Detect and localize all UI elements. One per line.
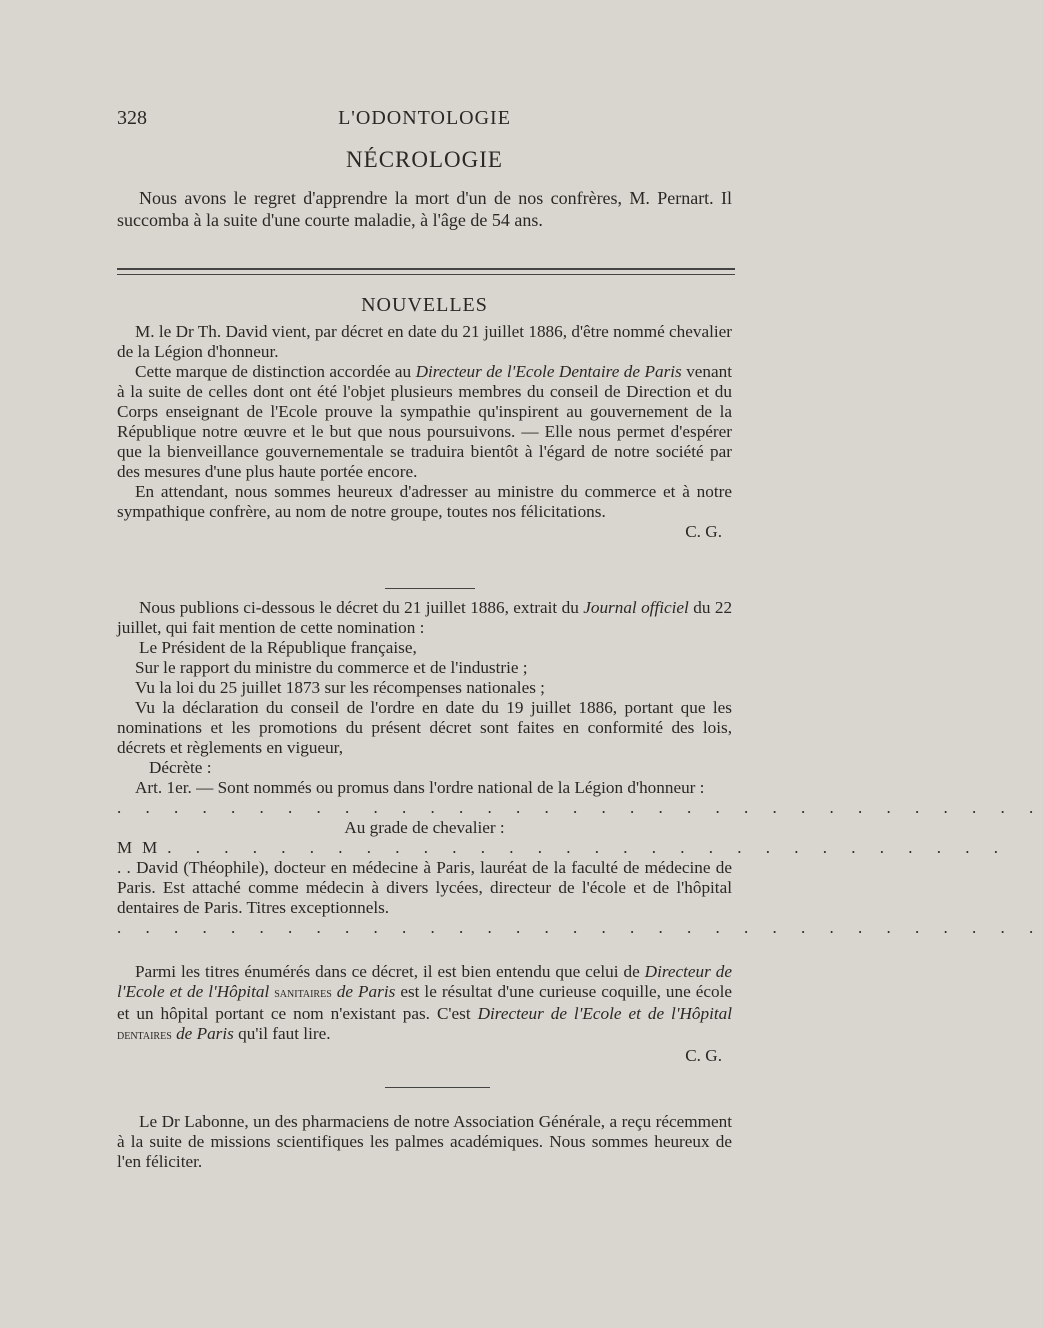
decret-grade: Au grade de chevalier : — [344, 818, 505, 837]
commentaire-part-b: Directeur de l'Ecole et de l'Hôpital — [117, 962, 732, 1001]
decret-mm: MM. . . . . . . . . . . . . . . . . . . . . . . . . . . . . . — [117, 838, 1008, 857]
necrologie-section — [117, 187, 732, 231]
commentaire-part-a: Parmi les titres énumérés dans ce décret, il est bien entendu que celui de — [135, 962, 640, 981]
page-number: 328 — [117, 107, 147, 129]
decret-intro-end: du 22 juillet, qui fait mention de cette nomination : — [117, 598, 733, 637]
commentaire-part-c: sanitaires — [274, 986, 332, 1001]
decret-line-loi: Vu la loi du 25 juillet 1873 sur les récompenses nationales ; — [135, 678, 545, 697]
decret-david: . . David (Théophile), docteur en médecine à Paris, lauréat de la faculté de médecine de Paris. Est attaché comme médecin à divers lycées, directeur de l'école et de l'hôpital dentaires de Paris. Titres exceptionnels. — [117, 858, 732, 917]
labonne-text: Le Dr Labonne, un des pharmaciens de notre Association Générale, a reçu récemment à la suite de missions scientifiques les palmes académiques. Nous sommes heureux de l'en féliciter. — [117, 1112, 732, 1171]
short-divider-2 — [385, 1087, 490, 1088]
nouvelles-paragraph-2 — [117, 362, 732, 482]
commentaire-part-i: de — [176, 1024, 193, 1043]
decret-dots-2: . . . . . . . . . . . . . . . . . . . . . . . . . . . . . . . . . — [117, 918, 1043, 937]
journal-title: L'ODONTOLOGIE — [338, 107, 511, 129]
decret-line-rapport: Sur le rapport du ministre du commerce et de l'industrie ; — [135, 658, 528, 677]
nouvelles-section — [117, 322, 732, 542]
short-divider-1 — [385, 588, 475, 589]
nouvelles-paragraph-3: En attendant, nous sommes heureux d'adresser au ministre du commerce et à notre sympathique confrère, au nom de notre groupe, toutes nos félicitations. — [117, 482, 732, 521]
commentaire-part-f: est le résultat d'une curieuse coquille, une école et un hôpital portant ce nom n'existant pas. C'est — [117, 982, 732, 1023]
necrologie-title: NÉCROLOGIE — [346, 147, 503, 172]
decret-intro-start: Nous publions ci-dessous le décret du 21 juillet 1886, extrait du — [139, 598, 579, 617]
decret-intro — [117, 598, 732, 638]
commentaire-text — [117, 962, 732, 1046]
decret-article: Art. 1er. — Sont nommés ou promus dans l'ordre national de la Légion d'honneur : — [135, 778, 705, 797]
commentaire-section — [117, 962, 732, 1066]
commentaire-part-k: qu'il faut lire. — [238, 1024, 331, 1043]
labonne-section — [117, 1112, 732, 1172]
running-header — [117, 107, 732, 135]
nouvelles-p2-start: Cette marque de distinction accordée au — [135, 362, 412, 381]
nouvelles-p2-end: venant à la suite de celles dont ont été l'objet plusieurs membres du conseil de Direction et du Corps enseignant de l'Ecole prouve la sympathie qu'inspirent au gouvernement de la République notre œuvre et le but que nous poursuivons. — Elle nous permet d'espérer que la bienveillance gouvernementale se traduira bientôt à l'égard de notre société par des mesures d'une plus haute portée encore. — [117, 362, 733, 481]
nouvelles-paragraph-1: M. le Dr Th. David vient, par décret en date du 21 juillet 1886, d'être nommé chevalier de la Légion d'honneur. — [117, 322, 732, 361]
commentaire-part-g: Directeur de l'Ecole et de l'Hôpital — [477, 1004, 733, 1023]
nouvelles-p2-italic: Directeur de l'Ecole Dentaire de Paris — [415, 362, 682, 381]
section-divider — [117, 268, 735, 275]
decret-line-declaration: Vu la déclaration du conseil de l'ordre en date du 19 juillet 1886, portant que les nominations et les promotions du présent décret sont faites en conformité des lois, décrets et règlements en vigueur, — [117, 698, 732, 757]
commentaire-part-e: Paris — [358, 982, 396, 1001]
necrologie-text: Nous avons le regret d'apprendre la mort d'un de nos confrères, M. Pernart. Il succomba à la suite d'une courte maladie, à l'âge de 54 ans. — [117, 188, 732, 230]
decret-section — [117, 598, 1043, 938]
commentaire-part-d: de — [336, 982, 354, 1001]
decret-line-decrete: Décrète : — [149, 758, 212, 777]
decret-line-president: Le Président de la République française, — [139, 638, 417, 657]
decret-intro-italic: Journal officiel — [583, 598, 689, 617]
nouvelles-signature: C. G. — [685, 522, 722, 541]
commentaire-part-j: Paris — [196, 1024, 234, 1043]
nouvelles-title: NOUVELLES — [361, 294, 488, 316]
decret-dots-1: . . . . . . . . . . . . . . . . . . . . . . . . . . . . . . . . . — [117, 798, 1043, 817]
commentaire-signature: C. G. — [685, 1046, 722, 1065]
commentaire-part-h: dentaires — [117, 1028, 172, 1043]
